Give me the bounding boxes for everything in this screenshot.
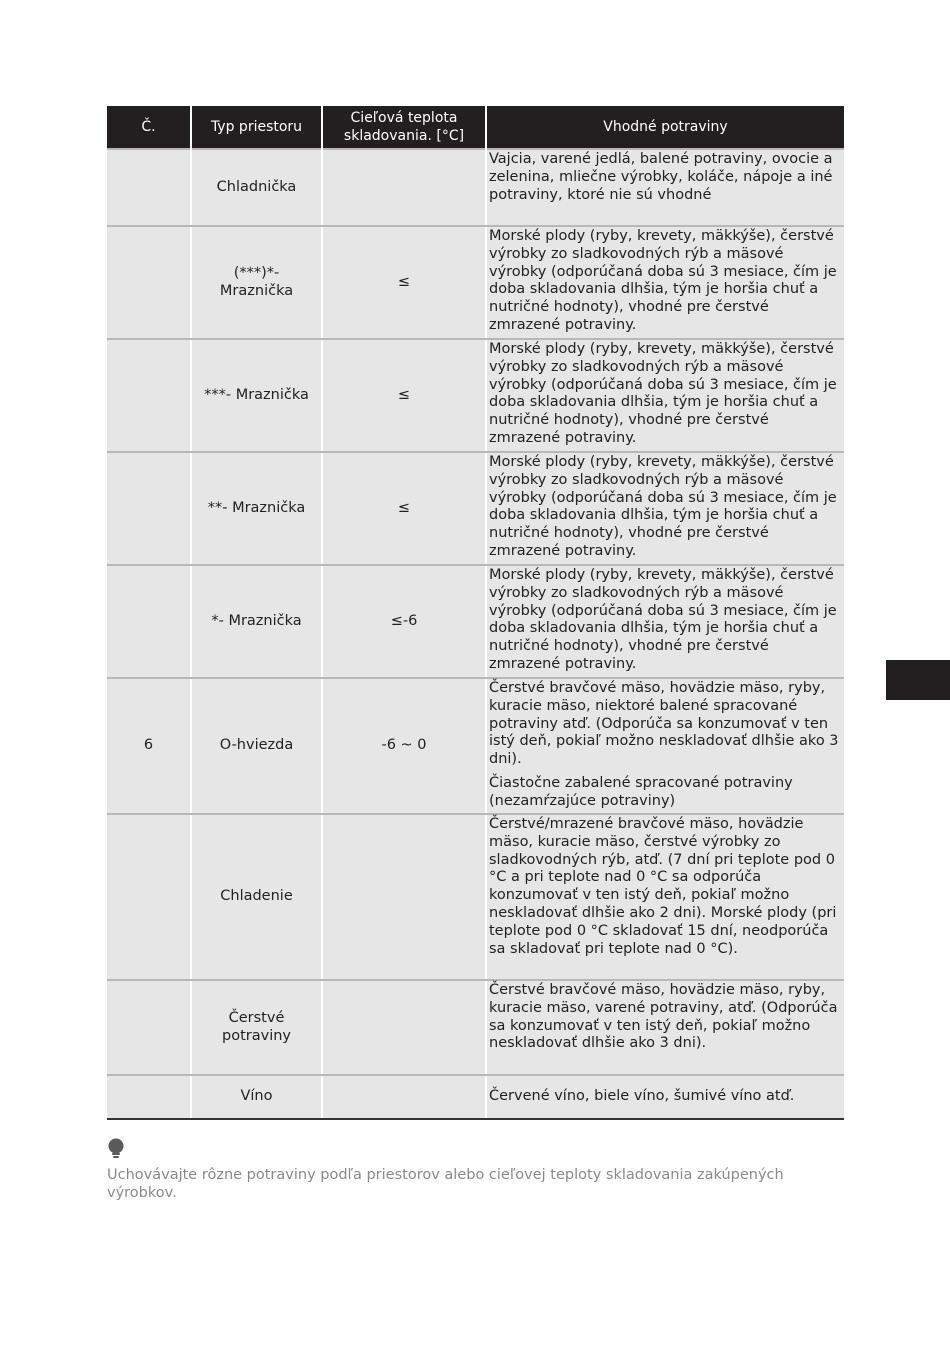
- cell-number: [107, 980, 191, 1075]
- foods-text: Morské plody (ryby, krevety, mäkkýše), čerstvé výrobky zo sladkovodných rýb a mäsové výrobky (odporúčaná doba sú 3 mesiace, čím je doba skladovania dlhšia, tým je horšia chuť a nutričné hodnoty), vhodné pre čerstvé zmrazené potraviny.: [489, 567, 837, 672]
- cell-type: Víno: [191, 1075, 322, 1119]
- foods-text: Morské plody (ryby, krevety, mäkkýše), čerstvé výrobky zo sladkovodných rýb a mäsové výrobky (odporúčaná doba sú 3 mesiace, čím je doba skladovania dlhšia, tým je horšia chuť a nutričné hodnoty), vhodné pre čerstvé zmrazené potraviny.: [489, 341, 837, 446]
- table-row: [107, 149, 844, 226]
- cell-number: [107, 565, 191, 678]
- header-target-temperature: Cieľová teplota skladovania. [°C]: [322, 106, 486, 149]
- cell-foods: [486, 565, 844, 678]
- table-row: [107, 339, 844, 452]
- lightbulb-icon: [107, 1138, 125, 1160]
- foods-text: Morské plody (ryby, krevety, mäkkýše), čerstvé výrobky zo sladkovodných rýb a mäsové výrobky (odporúčaná doba sú 3 mesiace, čím je doba skladovania dlhšia, tým je horšia chuť a nutričné hodnoty), vhodné pre čerstvé zmrazené potraviny.: [489, 228, 837, 333]
- foods-text: Červené víno, biele víno, šumivé víno atď.: [489, 1088, 795, 1105]
- table-row: [107, 226, 844, 339]
- cell-temperature: [322, 814, 486, 980]
- cell-type: Čerstvé potraviny: [191, 980, 322, 1075]
- cell-number: [107, 339, 191, 452]
- foods-text-secondary: Čiastočne zabalené spracované potraviny (nezamŕzajúce potraviny): [489, 774, 793, 809]
- table-row: [107, 980, 844, 1075]
- cell-type: **- Mraznička: [191, 452, 322, 565]
- table-row: [107, 1075, 844, 1119]
- cell-number: [107, 1075, 191, 1119]
- cell-temperature: [322, 149, 486, 226]
- cell-temperature: [322, 1075, 486, 1119]
- foods-text: Čerstvé/mrazené bravčové mäso, hovädzie mäso, kuracie mäso, čerstvé výrobky zo sladkovodných rýb, atď. (7 dní pri teplote pod 0 °C a pri teplote nad 0 °C sa odporúča konzumovať v ten istý deň, pokiaľ možno neskladovať dlhšie ako 2 dni). Morské plody (pri teplote pod 0 °C skladovať 15 dní, neodporúča sa skladovať pri teplote nad 0 °C).: [489, 816, 837, 957]
- cell-foods: [486, 226, 844, 339]
- foods-text: Čerstvé bravčové mäso, hovädzie mäso, ryby, kuracie mäso, varené potraviny, atď. (Odporúča sa konzumovať v ten istý deň, pokiaľ možno neskladovať dlhšie ako 3 dni).: [489, 982, 838, 1052]
- header-number: Č.: [107, 106, 191, 149]
- storage-table: [107, 106, 844, 1120]
- table-row: [107, 814, 844, 980]
- cell-temperature: -6 ~ 0: [322, 678, 486, 814]
- cell-type: *- Mraznička: [191, 565, 322, 678]
- header-compartment-type: Typ priestoru: [191, 106, 322, 149]
- chapter-tab-marker: [886, 660, 950, 700]
- cell-temperature: ≤: [322, 452, 486, 565]
- cell-foods: [486, 149, 844, 226]
- cell-foods: [486, 339, 844, 452]
- cell-foods: [486, 814, 844, 980]
- cell-temperature: ≤-6: [322, 565, 486, 678]
- table-row: [107, 452, 844, 565]
- cell-temperature: ≤: [322, 339, 486, 452]
- foods-text: Vajcia, varené jedlá, balené potraviny, ovocie a zelenina, mliečne výrobky, koláče, nápoje a iné potraviny, ktoré nie sú vhodné: [489, 151, 833, 203]
- table-row: [107, 678, 844, 814]
- storage-table-container: [107, 106, 844, 1120]
- table-row: [107, 565, 844, 678]
- header-suitable-foods: Vhodné potraviny: [486, 106, 844, 149]
- cell-foods: [486, 1075, 844, 1119]
- cell-type: O-hviezda: [191, 678, 322, 814]
- cell-foods: [486, 678, 844, 814]
- cell-temperature: [322, 980, 486, 1075]
- cell-number: [107, 814, 191, 980]
- cell-type: ***- Mraznička: [191, 339, 322, 452]
- cell-temperature: ≤: [322, 226, 486, 339]
- cell-type: Chladenie: [191, 814, 322, 980]
- cell-type: (***)*- Mraznička: [191, 226, 322, 339]
- foods-text: Morské plody (ryby, krevety, mäkkýše), čerstvé výrobky zo sladkovodných rýb a mäsové výrobky (odporúčaná doba sú 3 mesiace, čím je doba skladovania dlhšia, tým je horšia chuť a nutričné hodnoty), vhodné pre čerstvé zmrazené potraviny.: [489, 454, 837, 559]
- foods-text: Čerstvé bravčové mäso, hovädzie mäso, ryby, kuracie mäso, niektoré balené spracované potraviny atď. (Odporúča sa konzumovať v ten istý deň, pokiaľ možno neskladovať dlhšie ako 3 dni).: [489, 680, 839, 768]
- cell-foods: [486, 980, 844, 1075]
- table-header-row: [107, 106, 844, 149]
- note-text: Uchovávajte rôzne potraviny podľa priestorov alebo cieľovej teploty skladovania zakúpených výrobkov.: [107, 1167, 784, 1201]
- cell-number: [107, 452, 191, 565]
- cell-type: Chladnička: [191, 149, 322, 226]
- cell-number: 6: [107, 678, 191, 814]
- cell-foods: [486, 452, 844, 565]
- cell-number: [107, 226, 191, 339]
- cell-number: [107, 149, 191, 226]
